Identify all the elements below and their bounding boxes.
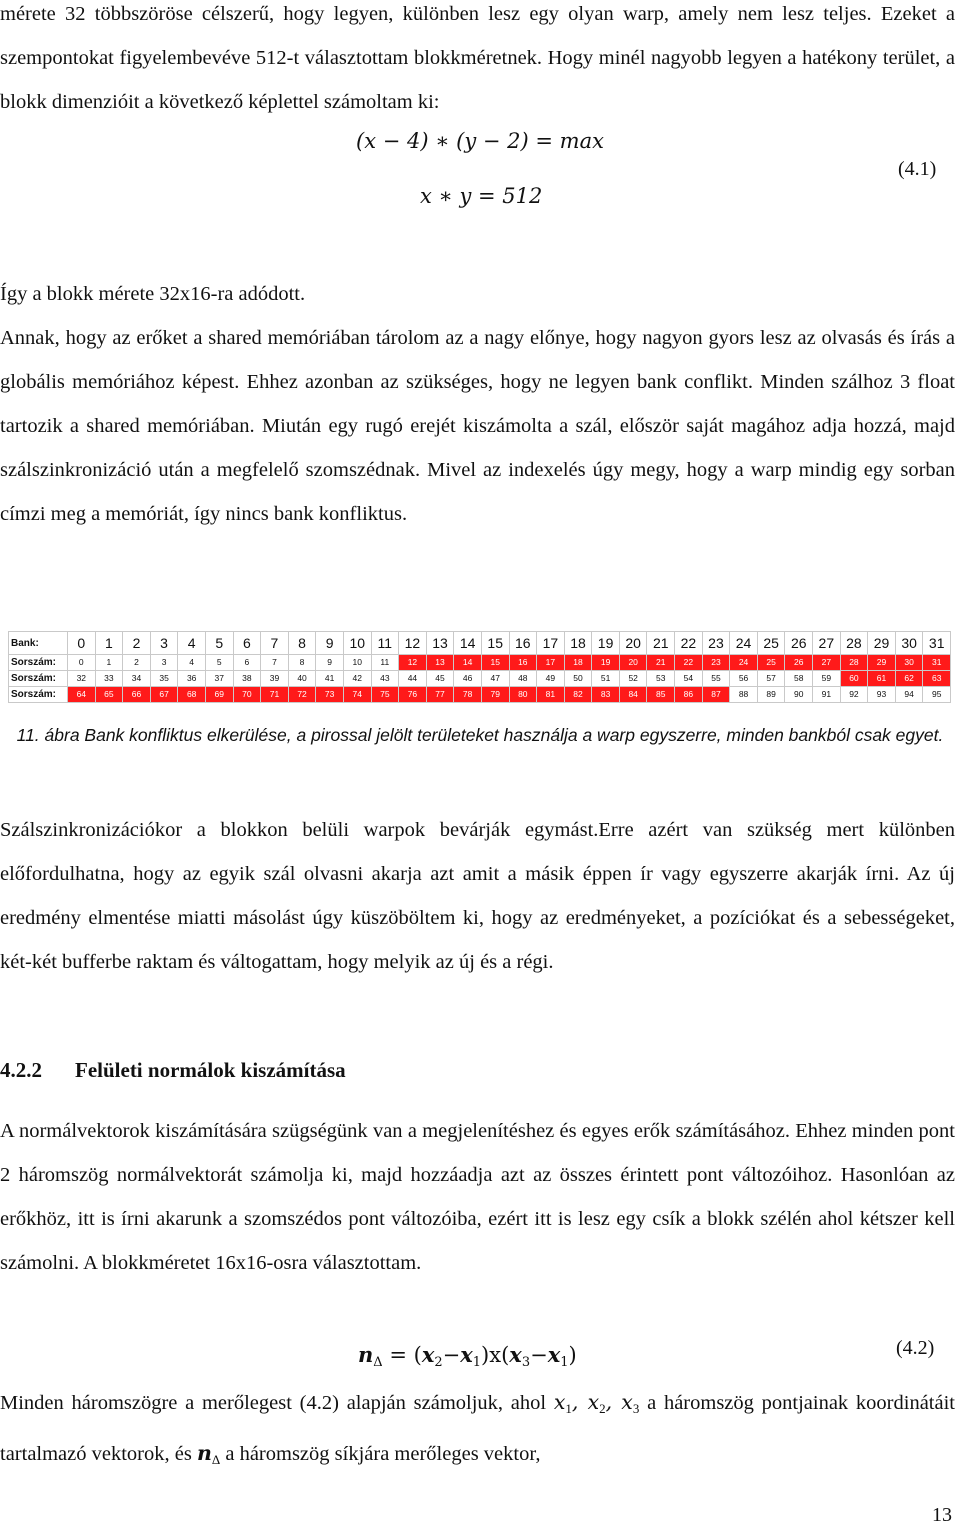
var-sub-2: 2 <box>599 1401 606 1416</box>
memory-cell: 47 <box>481 671 509 687</box>
eq-x1b: 𝒙 <box>547 1342 561 1367</box>
memory-cell: 57 <box>757 671 785 687</box>
memory-cell: 54 <box>675 671 703 687</box>
warp-access-cell: 84 <box>619 687 647 703</box>
memory-cell: 41 <box>316 671 344 687</box>
warp-access-cell: 71 <box>261 687 289 703</box>
warp-access-cell: 18 <box>564 655 592 671</box>
bank-number-cell: 7 <box>261 632 289 655</box>
sorszam-row <box>9 671 951 687</box>
paragraph-normals: A normálvektorok kiszámítására szügségünk van a megjelenítéshez és egyes erők számításához. Ehhez minden pont 2 háromszög normálvektorát számolja ki, majd hozzáadja azt az összes érintett pont változóihoz. Hasonlóan az erőkhöz, itt is írni akarunk a szomszédos pont változóiba, ezért itt is lesz egy csík a blokk szélén ahol kétszer kell számolni. A blokkméretet 16x16-osra választottam. <box>0 1120 955 1274</box>
bank-number-cell: 24 <box>730 632 758 655</box>
sorszam-row <box>9 687 951 703</box>
memory-cell: 93 <box>868 687 896 703</box>
memory-cell: 92 <box>840 687 868 703</box>
warp-access-cell: 24 <box>730 655 758 671</box>
bank-number-cell: 15 <box>481 632 509 655</box>
memory-cell: 5 <box>205 655 233 671</box>
memory-cell: 10 <box>343 655 371 671</box>
warp-access-cell: 73 <box>316 687 344 703</box>
equation-4-1-number: (4.1) <box>898 158 937 180</box>
memory-cell: 90 <box>785 687 813 703</box>
warp-access-cell: 23 <box>702 655 730 671</box>
memory-cell: 0 <box>68 655 96 671</box>
eq-n-vector: 𝒏 <box>358 1342 374 1367</box>
eq-x2: 𝒙 <box>421 1342 435 1367</box>
warp-access-cell: 87 <box>702 687 730 703</box>
paragraph-block-result: Így a blokk mérete 32x16-ra adódott. <box>0 283 306 305</box>
warp-access-cell: 12 <box>399 655 427 671</box>
bank-number-cell: 6 <box>233 632 261 655</box>
bank-number-cell: 10 <box>343 632 371 655</box>
eq-minus-1: − <box>442 1343 461 1367</box>
bank-number-cell: 31 <box>923 632 951 655</box>
warp-access-cell: 28 <box>840 655 868 671</box>
memory-cell: 52 <box>619 671 647 687</box>
warp-access-cell: 25 <box>757 655 785 671</box>
warp-access-cell: 27 <box>813 655 841 671</box>
warp-access-cell: 14 <box>454 655 482 671</box>
memory-cell: 45 <box>426 671 454 687</box>
bank-number-cell: 9 <box>316 632 344 655</box>
var-comma-1: , <box>571 1390 588 1414</box>
warp-access-cell: 31 <box>923 655 951 671</box>
warp-access-cell: 19 <box>592 655 620 671</box>
memory-cell: 59 <box>813 671 841 687</box>
bank-number-cell: 17 <box>537 632 565 655</box>
sorszam-label: Sorszám: <box>9 687 68 703</box>
bank-number-cell: 18 <box>564 632 592 655</box>
warp-access-cell: 82 <box>564 687 592 703</box>
memory-cell: 39 <box>261 671 289 687</box>
warp-access-cell: 61 <box>868 671 896 687</box>
warp-access-cell: 69 <box>205 687 233 703</box>
warp-access-cell: 26 <box>785 655 813 671</box>
warp-access-cell: 63 <box>923 671 951 687</box>
warp-access-cell: 29 <box>868 655 896 671</box>
var-sub-3: 3 <box>632 1401 640 1416</box>
bank-number-cell: 3 <box>150 632 178 655</box>
var-delta-sub: Δ <box>211 1452 221 1467</box>
warp-access-cell: 74 <box>343 687 371 703</box>
eq-close: ) <box>568 1343 577 1367</box>
bank-number-cell: 8 <box>288 632 316 655</box>
eq-sub-2: 2 <box>434 1355 443 1370</box>
bank-number-cell: 27 <box>813 632 841 655</box>
bank-number-cell: 12 <box>399 632 427 655</box>
memory-cell: 48 <box>509 671 537 687</box>
bank-number-cell: 23 <box>702 632 730 655</box>
warp-access-cell: 79 <box>481 687 509 703</box>
warp-access-cell: 15 <box>481 655 509 671</box>
bank-number-cell: 19 <box>592 632 620 655</box>
warp-access-cell: 72 <box>288 687 316 703</box>
para6-text-2: a háromszög pontjainak koordinátáit tartalmazó vektorok, és <box>0 1392 955 1465</box>
memory-cell: 6 <box>233 655 261 671</box>
section-heading <box>0 1058 346 1083</box>
eq-sub-1: 1 <box>472 1355 482 1370</box>
eq-equals-open: = ( <box>382 1343 422 1367</box>
memory-cell: 1 <box>95 655 123 671</box>
eq-minus-2: − <box>530 1343 548 1367</box>
bank-number-cell: 28 <box>840 632 868 655</box>
sorszam-label: Sorszám: <box>9 655 68 671</box>
paragraph-perpendicular <box>0 1380 955 1482</box>
sorszam-row <box>9 655 951 671</box>
warp-access-cell: 16 <box>509 655 537 671</box>
bank-number-cell: 16 <box>509 632 537 655</box>
equation-4-1-line1: (𝑥 − 4) ∗ (𝑦 − 2) = 𝑚𝑎𝑥 <box>356 129 604 153</box>
warp-access-cell: 78 <box>454 687 482 703</box>
warp-access-cell: 13 <box>426 655 454 671</box>
memory-cell: 49 <box>537 671 565 687</box>
memory-cell: 94 <box>895 687 923 703</box>
para6-text-1: Minden háromszögre a merőlegest (4.2) alapján számoljuk, ahol <box>0 1392 554 1414</box>
memory-cell: 40 <box>288 671 316 687</box>
warp-access-cell: 86 <box>675 687 703 703</box>
warp-access-cell: 76 <box>399 687 427 703</box>
bank-number-cell: 11 <box>371 632 399 655</box>
memory-cell: 50 <box>564 671 592 687</box>
para6-text-3: a háromszög síkjára merőleges vektor, <box>220 1443 541 1465</box>
var-sub-1: 1 <box>565 1401 572 1416</box>
bank-number-cell: 21 <box>647 632 675 655</box>
bank-header-row <box>9 632 951 655</box>
memory-cell: 9 <box>316 655 344 671</box>
memory-cell: 3 <box>150 655 178 671</box>
memory-cell: 53 <box>647 671 675 687</box>
var-n-vector: 𝒏 <box>196 1441 212 1465</box>
memory-cell: 2 <box>123 655 151 671</box>
warp-access-cell: 85 <box>647 687 675 703</box>
memory-cell: 89 <box>757 687 785 703</box>
var-x2: 𝑥 <box>587 1390 600 1414</box>
figure-caption: 11. ábra Bank konfliktus elkerülése, a pirossal jelölt területeket használja a warp egyszerre, minden bankból csak egyet. <box>16 725 944 745</box>
bank-number-cell: 13 <box>426 632 454 655</box>
warp-access-cell: 65 <box>95 687 123 703</box>
memory-cell: 32 <box>68 671 96 687</box>
paragraph-block-size: mérete 32 többszöröse célszerű, hogy legyen, különben lesz egy olyan warp, amely nem lesz teljes. Ezeket a szempontokat figyelembevéve 512-t választottam blokkméretnek. Hogy minél nagyobb legyen a hatékony terület, a blokk dimenzióit a következő képlettel számoltam ki: <box>0 3 955 113</box>
bank-number-cell: 20 <box>619 632 647 655</box>
warp-access-cell: 21 <box>647 655 675 671</box>
warp-access-cell: 62 <box>895 671 923 687</box>
sorszam-label: Sorszám: <box>9 671 68 687</box>
paragraph-synchronization: Szálszinkronizációkor a blokkon belüli warpok bevárják egymást.Erre azért van szükség mert különben előfordulhatna, hogy az egyik szál olvasni akarja azt amit a másik éppen ír vagy egyszerre akarják írni. Az új eredmény elmentése miatti másolást úgy küszöböltem ki, hogy az eredményeket, a pozíciókat és a sebességeket, két-két bufferbe raktam és váltogattam, hogy melyik az új és a régi. <box>0 819 955 973</box>
equation-4-2 <box>358 1342 577 1370</box>
warp-access-cell: 70 <box>233 687 261 703</box>
bank-number-cell: 5 <box>205 632 233 655</box>
memory-cell: 35 <box>150 671 178 687</box>
warp-access-cell: 75 <box>371 687 399 703</box>
var-x1: 𝑥 <box>553 1390 566 1414</box>
memory-cell: 56 <box>730 671 758 687</box>
warp-access-cell: 64 <box>68 687 96 703</box>
memory-cell: 38 <box>233 671 261 687</box>
bank-conflict-table <box>8 631 951 703</box>
section-number: 4.2.2 <box>0 1058 42 1082</box>
warp-access-cell: 60 <box>840 671 868 687</box>
section-title: Felületi normálok kiszámítása <box>75 1058 346 1082</box>
warp-access-cell: 83 <box>592 687 620 703</box>
bank-number-cell: 30 <box>895 632 923 655</box>
memory-cell: 51 <box>592 671 620 687</box>
var-x3: 𝑥 <box>621 1390 633 1414</box>
bank-label: Bank: <box>9 632 68 655</box>
bank-number-cell: 2 <box>123 632 151 655</box>
memory-cell: 33 <box>95 671 123 687</box>
paragraph-shared-memory: Annak, hogy az erőket a shared memóriában tárolom az a nagy előnye, hogy nagyon gyors lesz az olvasás és írás a globális memóriához képest. Ehhez azonban az szükséges, hogy ne legyen bank conflikt. Minden szálhoz 3 float tartozik a shared memóriában. Miután egy rugó erejét kiszámolta a szál, először saját magához adja hozzá, majd szálszinkronizáció után a megfelelő szomszédnak. Mivel az indexelés úgy megy, hogy a warp mindig egy sorban címzi meg a memóriát, így nincs bank konfliktus. <box>0 327 955 525</box>
memory-cell: 88 <box>730 687 758 703</box>
memory-cell: 11 <box>371 655 399 671</box>
bank-number-cell: 14 <box>454 632 482 655</box>
eq-sub-3: 3 <box>521 1355 531 1370</box>
warp-access-cell: 66 <box>123 687 151 703</box>
warp-access-cell: 77 <box>426 687 454 703</box>
warp-access-cell: 20 <box>619 655 647 671</box>
bank-number-cell: 26 <box>785 632 813 655</box>
memory-cell: 8 <box>288 655 316 671</box>
memory-cell: 36 <box>178 671 206 687</box>
eq-x1: 𝒙 <box>460 1342 473 1367</box>
page-number: 13 <box>932 1504 952 1526</box>
bank-number-cell: 25 <box>757 632 785 655</box>
bank-number-cell: 0 <box>68 632 96 655</box>
bank-number-cell: 22 <box>675 632 703 655</box>
memory-cell: 58 <box>785 671 813 687</box>
warp-access-cell: 80 <box>509 687 537 703</box>
eq-sub-1b: 1 <box>560 1355 569 1370</box>
memory-cell: 7 <box>261 655 289 671</box>
memory-cell: 34 <box>123 671 151 687</box>
var-comma-2: , <box>605 1390 622 1414</box>
warp-access-cell: 30 <box>895 655 923 671</box>
warp-access-cell: 17 <box>537 655 565 671</box>
memory-cell: 43 <box>371 671 399 687</box>
equation-4-2-number: (4.2) <box>896 1337 935 1359</box>
memory-cell: 95 <box>923 687 951 703</box>
memory-cell: 46 <box>454 671 482 687</box>
warp-access-cell: 22 <box>675 655 703 671</box>
memory-cell: 42 <box>343 671 371 687</box>
eq-cross: )x( <box>481 1343 510 1367</box>
bank-number-cell: 1 <box>95 632 123 655</box>
bank-number-cell: 29 <box>868 632 896 655</box>
warp-access-cell: 81 <box>537 687 565 703</box>
eq-x3: 𝒙 <box>509 1342 522 1367</box>
memory-cell: 55 <box>702 671 730 687</box>
warp-access-cell: 68 <box>178 687 206 703</box>
bank-number-cell: 4 <box>178 632 206 655</box>
eq-delta-sub: Δ <box>373 1355 383 1370</box>
memory-cell: 37 <box>205 671 233 687</box>
equation-4-1-line2: 𝑥 ∗ 𝑦 = 512 <box>420 184 543 208</box>
memory-cell: 44 <box>399 671 427 687</box>
memory-cell: 91 <box>813 687 841 703</box>
memory-cell: 4 <box>178 655 206 671</box>
warp-access-cell: 67 <box>150 687 178 703</box>
